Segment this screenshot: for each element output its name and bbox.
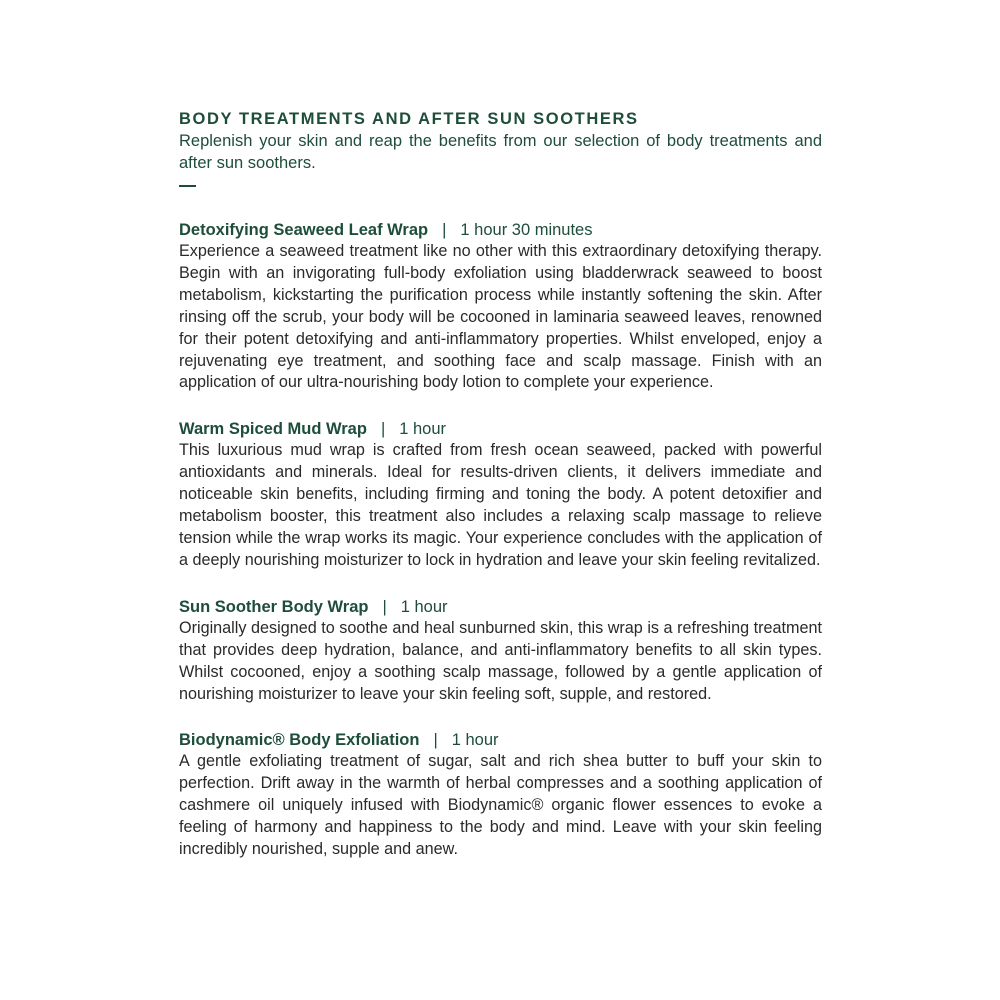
section-subtitle: Replenish your skin and reap the benefits from our selection of body treatments and after sun soothers. [179, 132, 822, 172]
heading-separator: | [380, 420, 386, 439]
treatment-name: Biodynamic® Body Exfoliation [179, 731, 420, 750]
heading-separator: | [382, 597, 387, 616]
treatment-name: Sun Soother Body Wrap [179, 597, 369, 616]
heading-separator: | [433, 731, 438, 750]
treatment-biodynamic-body-exfoliation [179, 729, 822, 861]
heading-separator: | [442, 221, 447, 239]
treatment-description: Experience a seaweed treatment like no other with this extraordinary detoxifying therapy. Begin with an invigorating full-body exfoliation using bladderwrack seaweed to boost metabolism, kickstarting the purification process while instantly softening the skin. After rinsing off the scrub, your body will be cocooned in laminaria seaweed leaves, renowned for their potent detoxifying and anti-inflammatory properties. Whilst enveloped, enjoy a rejuvenating eye treatment, and soothing face and scalp massage. Finish with an application of our ultra-nourishing body lotion to complete your experience. [179, 242, 822, 392]
treatment-description: This luxurious mud wrap is crafted from fresh ocean seaweed, packed with powerful antioxidants and minerals. Ideal for results-driven clients, it delivers immediate and noticeable skin benefits, including firming and toning the body. A potent detoxifier and metabolism booster, this treatment also includes a relaxing scalp massage to relieve tension while the wrap works its magic. Your experience concludes with the application of a deeply nourishing moisturizer to lock in hydration and leave your skin feeling revitalized. [179, 441, 822, 569]
treatment-heading [179, 729, 822, 751]
treatment-heading [179, 219, 822, 241]
treatment-duration: 1 hour 30 minutes [460, 221, 593, 239]
treatment-duration: 1 hour [400, 597, 448, 616]
treatment-heading [179, 596, 822, 618]
treatment-menu-page [179, 108, 822, 861]
treatment-warm-spiced-mud-wrap [179, 418, 822, 571]
treatment-detoxifying-seaweed-leaf-wrap [179, 219, 822, 394]
treatment-description: Originally designed to soothe and heal sunburned skin, this wrap is a refreshing treatment that provides deep hydration, balance, and anti-inflammatory benefits to all skin types. Whilst cocooned, enjoy a soothing scalp massage, followed by a gentle application of nourishing moisturizer to leave your skin feeling soft, supple, and restored. [179, 618, 822, 703]
treatment-name: Warm Spiced Mud Wrap [179, 420, 367, 439]
treatment-heading [179, 418, 822, 440]
treatment-description: A gentle exfoliating treatment of sugar, salt and rich shea butter to buff your skin to perfection. Drift away in the warmth of herbal compresses and a soothing application of cashmere oil uniquely infused with Biodynamic® organic flower essences to evoke a feeling of harmony and happiness to the body and mind. Leave with your skin feeling incredibly nourished, supple and anew. [179, 752, 822, 859]
treatment-sun-soother-body-wrap [179, 596, 822, 706]
treatment-name: Detoxifying Seaweed Leaf Wrap [179, 221, 429, 239]
treatment-duration: 1 hour [399, 420, 447, 439]
treatment-duration: 1 hour [451, 731, 499, 750]
section-title: BODY TREATMENTS AND AFTER SUN SOOTHERS [179, 110, 639, 128]
accent-divider [179, 185, 196, 187]
